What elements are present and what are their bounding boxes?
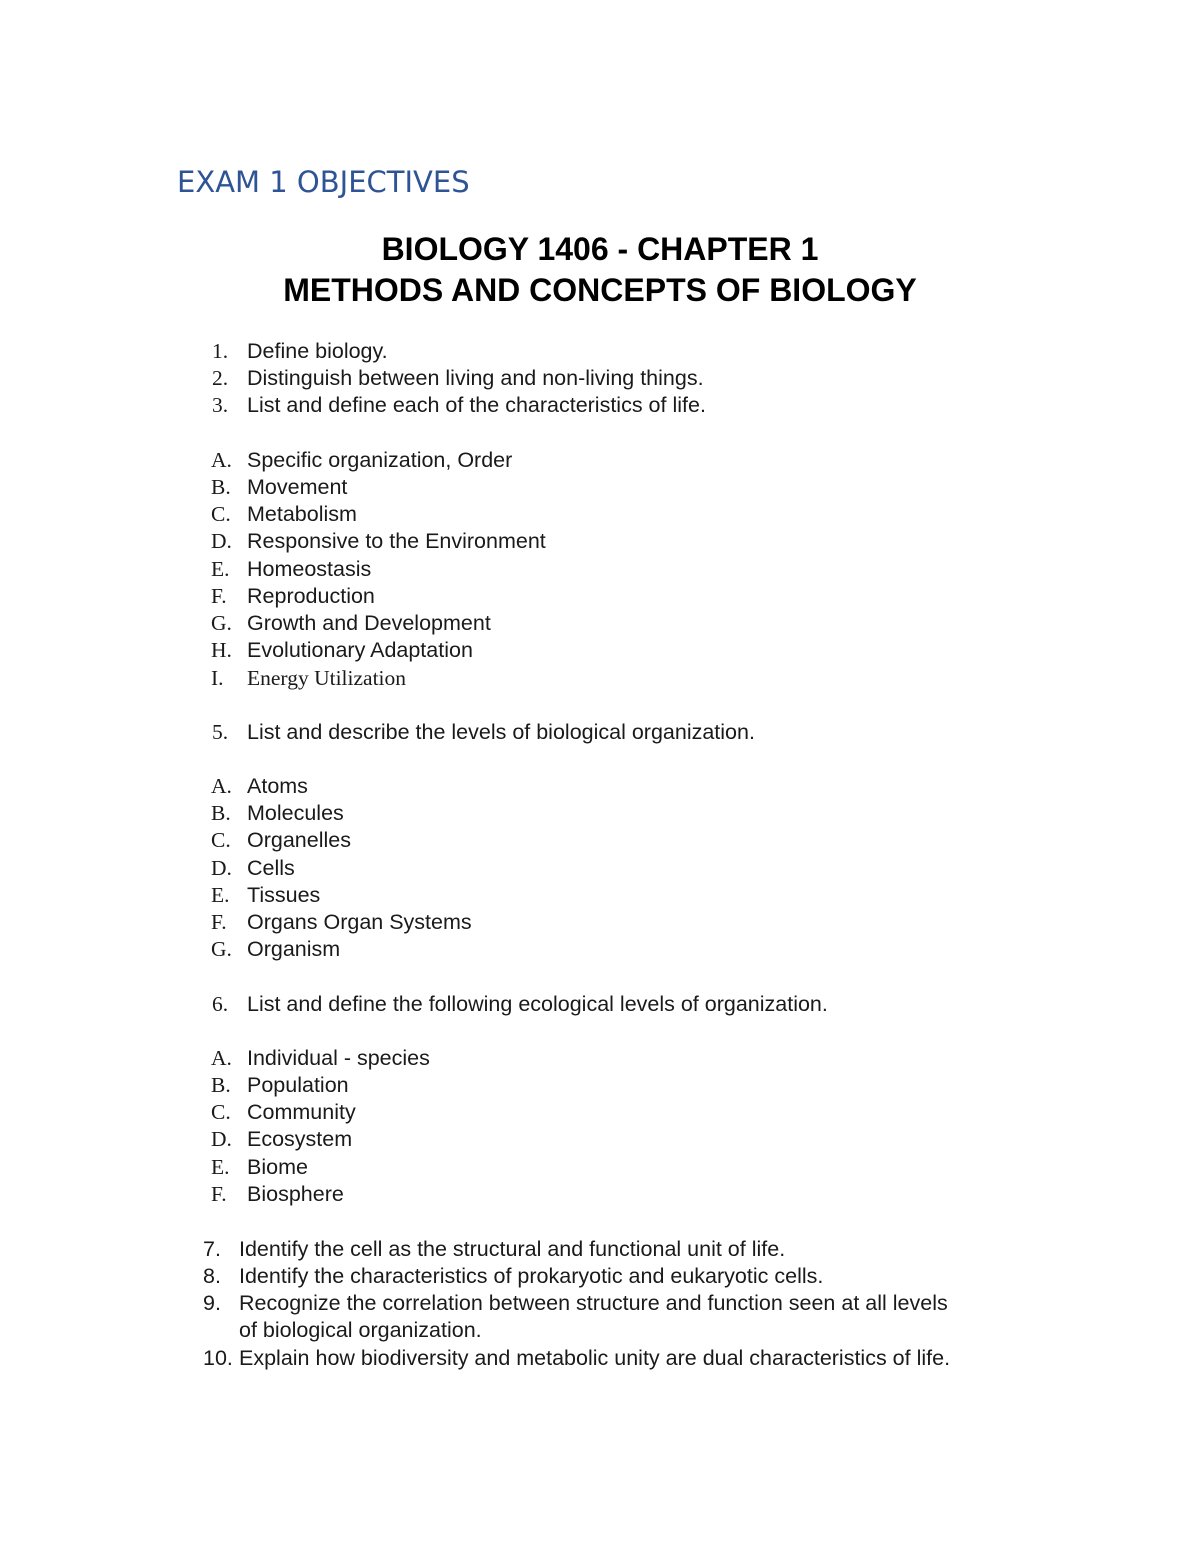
objective-text: Identify the characteristics of prokaryotic and eukaryotic cells. — [239, 1264, 824, 1288]
list-item-text: Cells — [247, 856, 295, 880]
objective-text: Distinguish between living and non-living things. — [247, 366, 704, 390]
list-marker: C. — [211, 828, 231, 852]
list-marker: A. — [211, 448, 232, 472]
list-item-text: Growth and Development — [247, 611, 491, 635]
list-item-text: Reproduction — [247, 584, 375, 608]
list-item-text: Specific organization, Order — [247, 448, 513, 472]
list-marker: B. — [211, 1073, 231, 1097]
list-item-text: Individual - species — [247, 1046, 430, 1070]
list-marker: B. — [211, 475, 231, 499]
list-item-text: Biosphere — [247, 1182, 344, 1206]
list-marker: D. — [211, 529, 232, 553]
objective-text: List and describe the levels of biological organization. — [247, 720, 755, 744]
list-marker: 10. — [203, 1346, 233, 1370]
list-item-text: Molecules — [247, 801, 344, 825]
list-item-text: Homeostasis — [247, 557, 372, 581]
list-item-text: Energy Utilization — [247, 666, 407, 690]
list-marker: B. — [211, 801, 231, 825]
list-marker: F. — [211, 910, 227, 934]
list-marker: D. — [211, 856, 232, 880]
list-marker: 7. — [203, 1237, 221, 1261]
list-marker: G. — [211, 611, 232, 635]
list-marker: 6. — [212, 992, 229, 1016]
list-marker: C. — [211, 502, 231, 526]
list-item-text: Atoms — [247, 774, 308, 798]
list-item-text: Evolutionary Adaptation — [247, 638, 473, 662]
list-marker: 2. — [212, 366, 229, 390]
list-item-text: Organs Organ Systems — [247, 910, 472, 934]
list-item-text: Tissues — [247, 883, 321, 907]
list-item-text: Community — [247, 1100, 356, 1124]
objective-text: Recognize the correlation between structure and function seen at all levels — [239, 1291, 948, 1315]
list-marker: A. — [211, 774, 232, 798]
list-item-text: Organism — [247, 937, 341, 961]
list-marker: C. — [211, 1100, 231, 1124]
list-marker: G. — [211, 937, 232, 961]
list-item-text: Responsive to the Environment — [247, 529, 546, 553]
list-marker: E. — [211, 557, 230, 581]
list-item-text: Ecosystem — [247, 1127, 353, 1151]
list-marker: H. — [211, 638, 232, 662]
chapter-heading: BIOLOGY 1406 - CHAPTER 1 — [381, 231, 819, 267]
list-marker: I. — [211, 666, 224, 690]
chapter-subheading: METHODS AND CONCEPTS OF BIOLOGY — [283, 272, 917, 308]
objective-text: of biological organization. — [239, 1318, 482, 1342]
list-marker: E. — [211, 883, 230, 907]
list-item-text: Population — [247, 1073, 349, 1097]
list-item-text: Metabolism — [247, 502, 357, 526]
objective-text: List and define the following ecological levels of organization. — [247, 992, 828, 1016]
list-marker: F. — [211, 584, 227, 608]
exam-title: EXAM 1 OBJECTIVES — [177, 165, 470, 199]
objective-text: Identify the cell as the structural and functional unit of life. — [239, 1237, 786, 1261]
list-marker: 1. — [212, 339, 229, 363]
list-marker: F. — [211, 1182, 227, 1206]
objective-text: List and define each of the characteristics of life. — [247, 393, 706, 417]
list-marker: 9. — [203, 1291, 221, 1315]
list-item-text: Organelles — [247, 828, 351, 852]
list-marker: A. — [211, 1046, 232, 1070]
list-marker: D. — [211, 1127, 232, 1151]
list-marker: 3. — [212, 393, 229, 417]
objective-text: Explain how biodiversity and metabolic unity are dual characteristics of life. — [239, 1346, 951, 1370]
list-marker: E. — [211, 1155, 230, 1179]
list-marker: 5. — [212, 720, 229, 744]
list-item-text: Biome — [247, 1155, 308, 1179]
list-item-text: Movement — [247, 475, 348, 499]
objective-text: Define biology. — [247, 339, 388, 363]
list-marker: 8. — [203, 1264, 221, 1288]
